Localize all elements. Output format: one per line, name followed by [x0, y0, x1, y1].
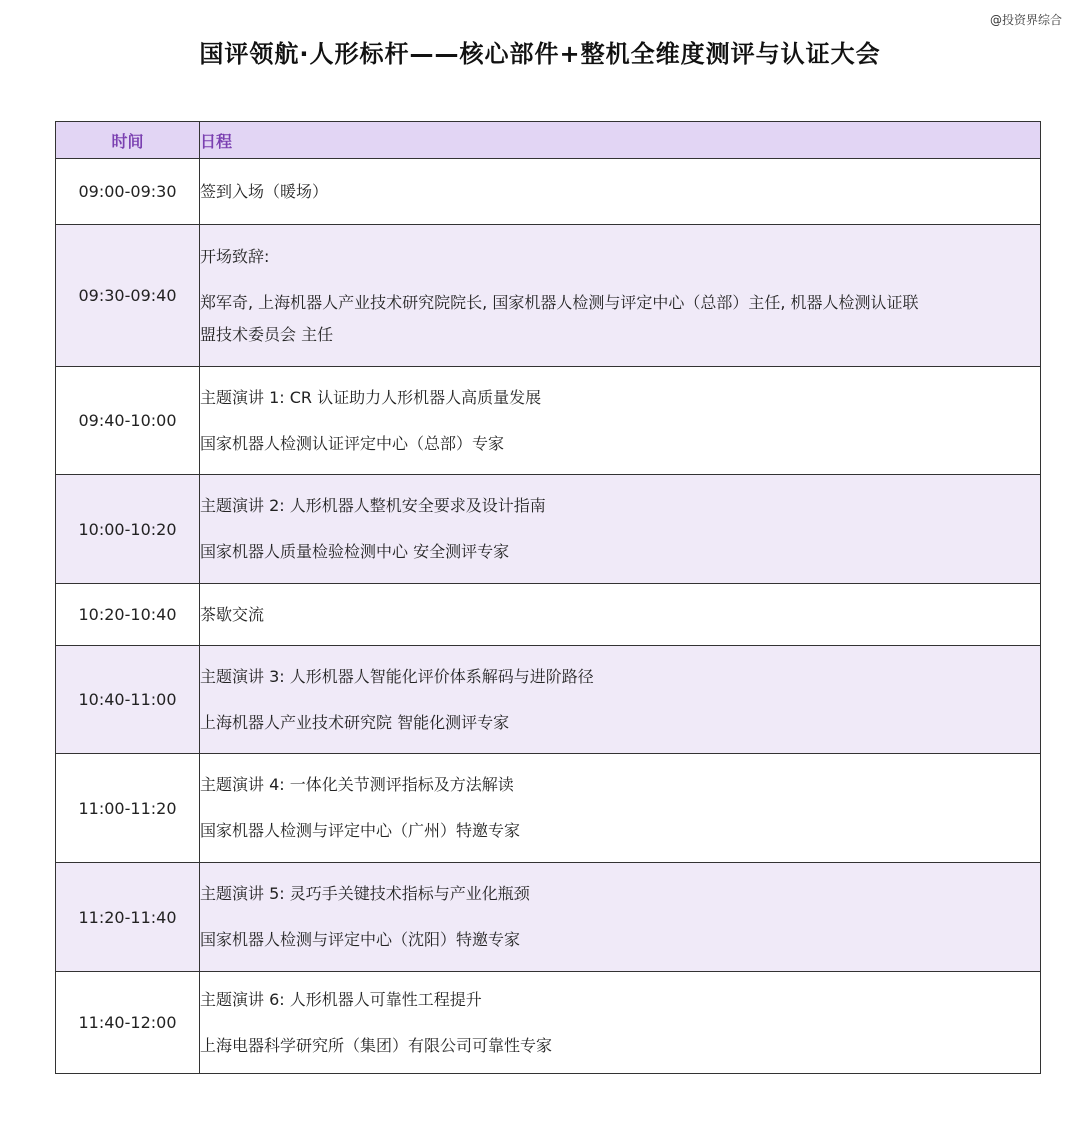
agenda-line: 国家机器人检测与评定中心（广州）特邀专家 — [200, 821, 521, 840]
table-row — [56, 972, 1041, 1074]
agenda-line: 签到入场（暖场） — [200, 181, 329, 201]
table-row — [56, 754, 1041, 863]
agenda-line: 主题演讲 5: 灵巧手关键技术指标与产业化瓶颈 — [200, 884, 530, 903]
agenda-line: 开场致辞: — [200, 246, 270, 266]
time-cell: 09:30-09:40 — [56, 225, 200, 367]
time-cell: 10:20-10:40 — [56, 584, 200, 646]
time-cell: 10:00-10:20 — [56, 475, 200, 584]
time-cell: 11:40-12:00 — [56, 972, 200, 1074]
page-title: 国评领航·人形标杆——核心部件+整机全维度测评与认证大会 — [199, 40, 881, 68]
agenda-line: 主题演讲 1: CR 认证助力人形机器人高质量发展 — [200, 387, 542, 407]
time-cell: 10:40-11:00 — [56, 646, 200, 754]
agenda-cell — [200, 584, 1041, 646]
table-row — [56, 367, 1041, 475]
schedule-table — [55, 121, 1041, 1074]
table-row — [56, 646, 1041, 754]
table-header-row — [56, 122, 1041, 159]
time-cell: 09:00-09:30 — [56, 159, 200, 225]
agenda-line: 主题演讲 3: 人形机器人智能化评价体系解码与进阶路径 — [200, 666, 594, 686]
table-row — [56, 475, 1041, 584]
time-cell: 11:00-11:20 — [56, 754, 200, 863]
agenda-line: 国家机器人质量检验检测中心 安全测评专家 — [200, 542, 510, 561]
watermark: @投资界综合 — [989, 13, 1062, 27]
agenda-line: 郑军奇, 上海机器人产业技术研究院院长, 国家机器人检测与评定中心（总部）主任, 机器人检测认证联 — [200, 292, 919, 312]
agenda-line: 主题演讲 6: 人形机器人可靠性工程提升 — [200, 989, 482, 1009]
agenda-line: 上海电器科学研究所（集团）有限公司可靠性专家 — [200, 1035, 553, 1055]
agenda-line: 主题演讲 4: 一体化关节测评指标及方法解读 — [200, 775, 514, 794]
time-cell: 11:20-11:40 — [56, 863, 200, 972]
agenda-cell — [200, 159, 1041, 225]
agenda-line: 主题演讲 2: 人形机器人整机安全要求及设计指南 — [200, 496, 546, 515]
agenda-cell — [200, 475, 1041, 584]
agenda-line: 国家机器人检测认证评定中心（总部）专家 — [200, 433, 505, 453]
agenda-cell — [200, 754, 1041, 863]
table-row — [56, 159, 1041, 225]
agenda-cell — [200, 863, 1041, 972]
table-row — [56, 225, 1041, 367]
time-cell: 09:40-10:00 — [56, 367, 200, 475]
header-agenda: 日程 — [200, 122, 1041, 159]
agenda-cell — [200, 367, 1041, 475]
agenda-cell — [200, 225, 1041, 367]
table-row — [56, 863, 1041, 972]
agenda-cell — [200, 646, 1041, 754]
agenda-cell — [200, 972, 1041, 1074]
header-time: 时间 — [56, 122, 200, 159]
agenda-line: 茶歇交流 — [200, 604, 265, 624]
agenda-line: 上海机器人产业技术研究院 智能化测评专家 — [200, 712, 510, 732]
table-row — [56, 584, 1041, 646]
agenda-line: 盟技术委员会 主任 — [200, 324, 334, 344]
agenda-line: 国家机器人检测与评定中心（沈阳）特邀专家 — [200, 930, 521, 949]
